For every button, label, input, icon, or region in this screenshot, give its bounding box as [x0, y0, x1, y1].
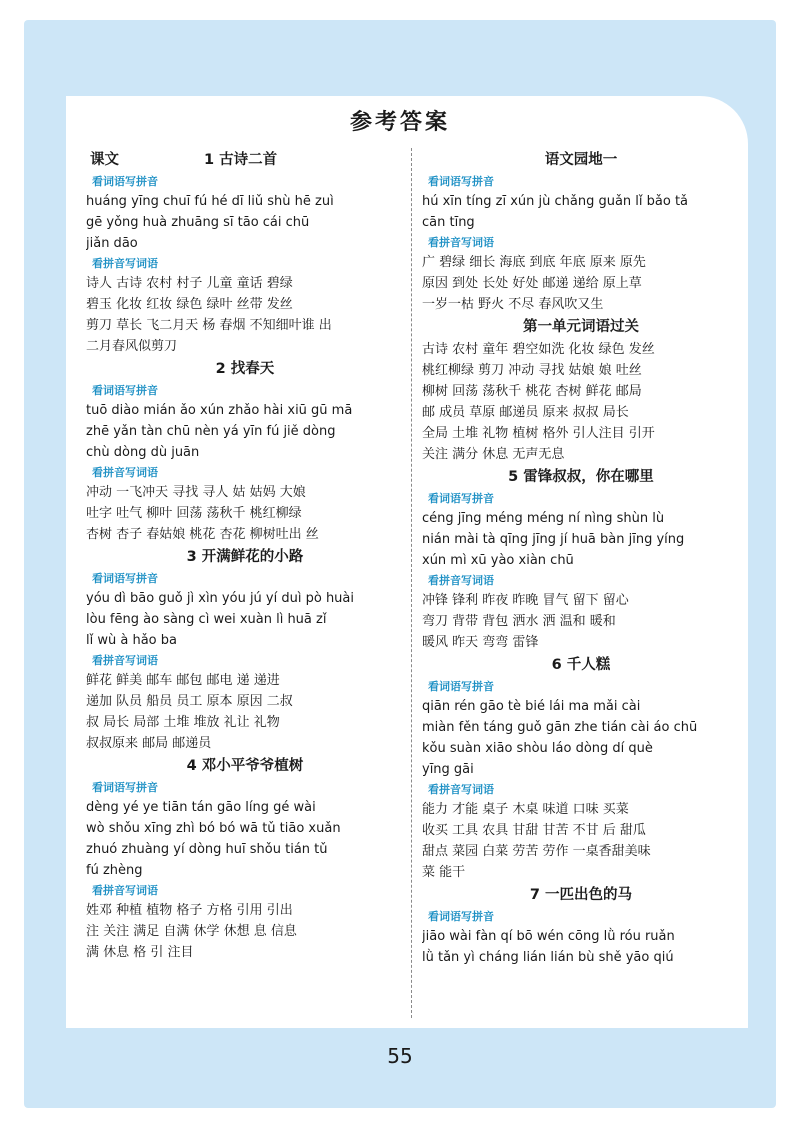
- exercise-label: 看词语写拼音: [428, 910, 494, 923]
- answer-line: jiǎn dāo: [86, 236, 138, 251]
- answer-line: lǜ tǎn yì cháng lián lián bù shě yāo qiú: [422, 950, 674, 965]
- answer-line: miàn fěn táng guǒ gān zhe tián cài áo chū: [422, 720, 698, 735]
- answer-line: 广 碧绿 细长 海底 到底 年底 原来 原先: [422, 255, 646, 270]
- answer-line: huáng yīng chuī fú hé dī liǔ shù hē zuì: [86, 194, 334, 209]
- exercise-label: 看拼音写词语: [428, 574, 494, 587]
- answer-line: 叔 局长 局部 土堆 堆放 礼让 礼物: [86, 715, 280, 730]
- answer-line: chù dòng dù juān: [86, 445, 200, 460]
- answer-line: hú xīn tíng zī xún jù chǎng guǎn lǐ bǎo tǎ: [422, 194, 689, 209]
- page-title: 参考答案: [349, 110, 450, 135]
- right-column: [422, 148, 740, 968]
- answer-line: céng jīng méng méng ní nìng shùn lù: [422, 511, 665, 526]
- answer-line: cān tīng: [422, 215, 475, 230]
- exercise-label: 看拼音写词语: [92, 884, 158, 897]
- exercise-label: 看拼音写词语: [428, 236, 494, 249]
- answer-line: 冲锋 锋利 昨夜 昨晚 冒气 留下 留心: [422, 593, 629, 608]
- exercise-label: 看拼音写词语: [92, 654, 158, 667]
- lesson-title: 1 古诗二首: [204, 152, 278, 168]
- answer-line: 全局 土堆 礼物 植树 格外 引人注目 引开: [422, 426, 655, 441]
- category-label: 课文: [90, 152, 119, 168]
- answer-line: 柳树 回荡 荡秋千 桃花 杏树 鲜花 邮局: [422, 384, 642, 399]
- answer-line: zhē yǎn tàn chū nèn yá yīn fú jiě dòng: [86, 424, 336, 439]
- answer-line: zhuó zhuàng yí dòng huī shǒu tián tǔ: [86, 842, 328, 857]
- answer-line: qiān rén gāo tè bié lái ma mǎi cài: [422, 699, 641, 714]
- section-heading: 2 找春天: [215, 361, 275, 377]
- answer-line: 碧玉 化妆 红妆 绿色 绿叶 丝带 发丝: [86, 297, 293, 312]
- answer-line: 姓邓 种植 植物 格子 方格 引用 引出: [86, 903, 293, 918]
- section-heading: [86, 148, 404, 172]
- exercise-label: 看词语写拼音: [92, 175, 158, 188]
- answer-line: 弯刀 背带 背包 洒水 洒 温和 暖和: [422, 614, 616, 629]
- section-heading: 7 一匹出色的马: [529, 887, 633, 903]
- column-divider: [411, 148, 412, 1018]
- exercise-label: 看词语写拼音: [92, 572, 158, 585]
- answer-line: 吐字 吐气 柳叶 回荡 荡秋千 桃红柳绿: [86, 506, 302, 521]
- section-heading: 5 雷锋叔叔，你在哪里: [508, 469, 654, 485]
- answer-line: lòu fēng ào sàng cì wei xuàn lì huā zǐ: [86, 612, 327, 627]
- answer-line: jiāo wài fàn qí bō wén cōng lǜ róu ruǎn: [422, 929, 675, 944]
- answer-line: tuō diào mián ǎo xún zhǎo hài xiū gū mā: [86, 403, 353, 418]
- answer-line: 桃红柳绿 剪刀 冲动 寻找 姑娘 娘 吐丝: [422, 363, 642, 378]
- answer-line: 冲动 一飞冲天 寻找 寻人 姑 姑妈 大娘: [86, 485, 306, 500]
- exercise-label: 看词语写拼音: [92, 384, 158, 397]
- answer-line: 邮 成员 草原 邮递员 原来 叔叔 局长: [422, 405, 629, 420]
- answer-line: 菜 能干: [422, 865, 466, 880]
- page-number: 55: [387, 1044, 413, 1068]
- exercise-label: 看拼音写词语: [92, 257, 158, 270]
- exercise-label: 看词语写拼音: [428, 680, 494, 693]
- answer-line: lǐ wù à hǎo ba: [86, 633, 177, 648]
- answer-line: 甜点 菜园 白菜 劳苦 劳作 一桌香甜美味: [422, 844, 651, 859]
- answer-line: 剪刀 草长 飞二月天 杨 春烟 不知细叶谁 出: [86, 318, 332, 333]
- answer-line: 能力 才能 桌子 木桌 味道 口味 买菜: [422, 802, 629, 817]
- answer-line: nián mài tà qīng jīng jí huā bàn jīng yíng: [422, 532, 685, 547]
- answer-line: 递加 队员 船员 员工 原本 原因 二叔: [86, 694, 293, 709]
- answer-line: 暖风 昨天 弯弯 雷锋: [422, 635, 539, 650]
- answer-line: 鲜花 鲜美 邮车 邮包 邮电 递 递进: [86, 673, 280, 688]
- section-heading: 6 千人糕: [551, 657, 611, 673]
- answer-line: 原因 到处 长处 好处 邮递 递给 原上草: [422, 276, 642, 291]
- answer-line: 收买 工具 农具 甘甜 甘苦 不甘 后 甜瓜: [422, 823, 646, 838]
- answer-line: fú zhèng: [86, 863, 143, 878]
- answer-line: yīng gāi: [422, 762, 474, 777]
- answer-line: yóu dì bāo guǒ jì xìn yóu jú yí duì pò huài: [86, 591, 354, 606]
- answer-line: 一岁一枯 野火 不尽 春风吹又生: [422, 297, 604, 312]
- section-heading: 语文园地一: [544, 152, 618, 168]
- exercise-label: 看词语写拼音: [92, 781, 158, 794]
- answer-line: 满 休息 格 引 注目: [86, 945, 194, 960]
- left-column: [86, 148, 404, 963]
- answer-line: 叔叔原来 邮局 邮递员: [86, 736, 212, 751]
- answer-line: kǒu suàn xiāo shòu láo dòng dí què: [422, 741, 653, 756]
- answer-line: 杏树 杏子 春姑娘 桃花 杏花 柳树吐出 丝: [86, 527, 319, 542]
- section-heading: 第一单元词语过关: [523, 319, 639, 335]
- answer-line: wò shǒu xīng zhì bó bó wā tǔ tiāo xuǎn: [86, 821, 341, 836]
- answer-line: gē yǒng huà zhuāng sī tāo cái chū: [86, 215, 310, 230]
- exercise-label: 看拼音写词语: [92, 466, 158, 479]
- answer-line: 诗人 古诗 农村 村子 儿童 童话 碧绿: [86, 276, 293, 291]
- section-heading: 3 开满鲜花的小路: [186, 549, 304, 565]
- answer-line: 注 关注 满足 自满 休学 休想 息 信息: [86, 924, 297, 939]
- answer-line: 二月春风似剪刀: [86, 339, 178, 354]
- exercise-label: 看拼音写词语: [428, 783, 494, 796]
- answer-line: dèng yé ye tiān tán gāo líng gé wài: [86, 800, 316, 815]
- exercise-label: 看词语写拼音: [428, 175, 494, 188]
- exercise-label: 看词语写拼音: [428, 492, 494, 505]
- answer-line: 关注 满分 休息 无声无息: [422, 447, 565, 462]
- answer-line: 古诗 农村 童年 碧空如洗 化妆 绿色 发丝: [422, 342, 655, 357]
- section-heading: 4 邓小平爷爷植树: [186, 758, 304, 774]
- answer-line: xún mì xū yào xiàn chū: [422, 553, 574, 568]
